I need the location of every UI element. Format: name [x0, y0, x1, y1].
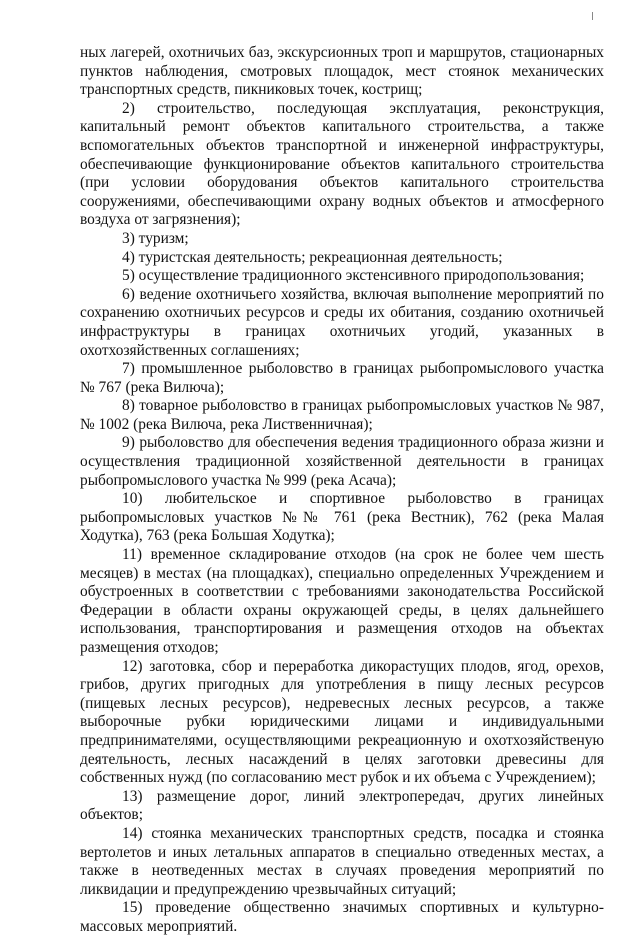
paragraph-continuation: ных лагерей, охотничьих баз, экскурсионных троп и маршрутов, стационарных пунктов наблюдения, смотровых площадок, мест стоянок механических транспортных средств, пикниковых точек, кострищ; [80, 44, 604, 99]
paragraph-item-12: 12) заготовка, сбор и переработка дикорастущих плодов, ягод, орехов, грибов, других пригодных для употребления в пищу лесных ресурсов (пищевых лесных ресурсов), недревесных лесных ресурсов, а также выборочные рубки юридическими лицами и индивидуальными предпринимателями, осуществляющими рекреационную и охотхозяйственую деятельность, лесных насаждений в целях заготовки древесины для собственных нужд (по согласованию мест рубок и их объема с Учреждением); [80, 657, 604, 787]
document-body [80, 44, 604, 937]
paragraph-item-11: 11) временное складирование отходов (на срок не более чем шесть месяцев) в местах (на площадках), специально определенных Учреждением и обустроенных в соответствии с требованиями законодательства Российской Федерации в области охраны окружающей среды, в целях дальнейшего использования, транспортирования и размещения отходов на объектах размещения отходов; [80, 546, 604, 656]
paragraph-item-10: 10) любительское и спортивное рыболовство в границах рыбопромысловых участков №№ 761 (река Вестник), 762 (река Малая Ходутка), 763 (река Большая Ходутка); [80, 490, 604, 545]
paragraph-item-13: 13) размещение дорог, линий электропередач, других линейных объектов; [80, 787, 604, 824]
paragraph-item-6: 6) ведение охотничьего хозяйства, включая выполнение мероприятий по сохранению охотничьих ресурсов и среды их обитания, созданию охотничьей инфраструктуры в границах охотничьих угодий, указанных в охотхозяйственных соглашениях; [80, 285, 604, 359]
paragraph-item-15: 15) проведение общественно значимых спортивных и культурно-массовых мероприятий. [80, 899, 604, 935]
paragraph-item-2: 2) строительство, последующая эксплуатация, реконструкция, капитальный ремонт объектов капитального строительства, а также вспомогательных объектов транспортной и инженерной инфраструктуры, обеспечивающие функционирование объектов капитального строительства (при условии оборудования объектов капитального строительства сооружениями, обеспечивающими охрану водных объектов и атмосферного воздуха от загрязнения); [80, 99, 604, 229]
paragraph-item-5: 5) осуществление традиционного экстенсивного природопользования; [122, 267, 585, 285]
paragraph-item-7: 7) промышленное рыболовство в границах рыбопромыслового участка № 767 (река Вилюча); [80, 360, 604, 396]
paragraph-item-3: 3) туризм; [122, 229, 189, 247]
page-corner-mark [592, 12, 593, 20]
paragraph-item-14: 14) стоянка механических транспортных средств, посадка и стоянка вертолетов и иных летальных аппаратов в специально отведенных местах, а также в неотведенных местах в случаях проведения мероприятий по ликвидации и предупреждению чрезвычайных ситуаций; [80, 824, 604, 898]
paragraph-item-8: 8) товарное рыболовство в границах рыбопромысловых участков № 987, № 1002 (река Вилюча, река Лиственничная); [80, 397, 604, 433]
paragraph-item-4: 4) туристская деятельность; рекреационная деятельность; [122, 248, 503, 266]
paragraph-item-9: 9) рыболовство для обеспечения ведения традиционного образа жизни и осуществления традиционной хозяйственной деятельности в границах рыбопромыслового участка № 999 (река Асача); [80, 434, 604, 489]
